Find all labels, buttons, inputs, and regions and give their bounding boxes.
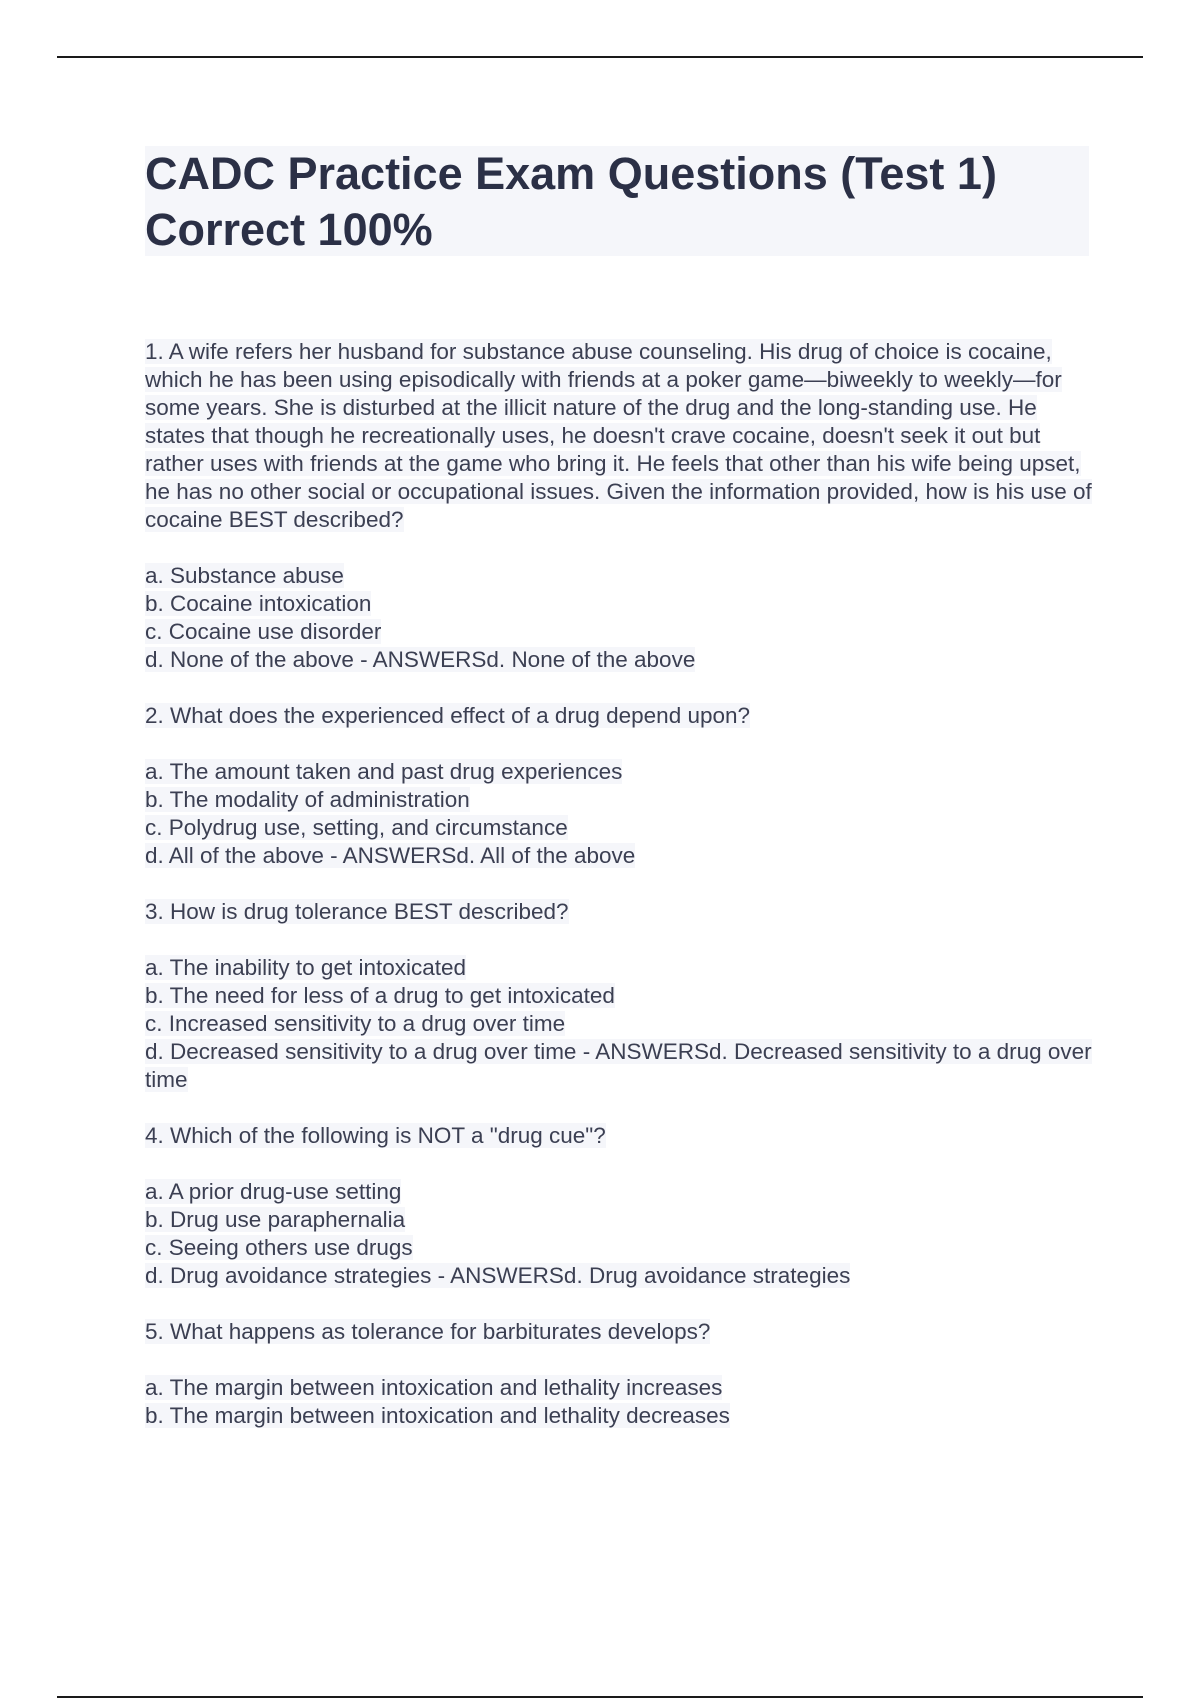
option: c. Increased sensitivity to a drug over time [145, 1011, 566, 1036]
option: b. The modality of administration [145, 787, 470, 812]
question-stem: 1. A wife refers her husband for substance abuse counseling. His drug of choice is cocaine, which he has been using episodically with friends at a poker game—biweekly to weekly—for some years. She is disturbed at the illicit nature of the drug and the long-standing use. He states that though he recreationally uses, he doesn't crave cocaine, doesn't seek it out but rather uses with friends at the game who bring it. He feels that other than his wife being upset, he has no other social or occupational issues. Given the information provided, how is his use of cocaine BEST described? [145, 339, 1092, 532]
option: a. Substance abuse [145, 563, 344, 588]
answer-options [145, 758, 1095, 870]
question-text [145, 1318, 1095, 1346]
title-block [145, 146, 1089, 256]
option: b. The need for less of a drug to get intoxicated [145, 983, 615, 1008]
question-text [145, 702, 1095, 730]
question-text [145, 898, 1095, 926]
option: a. The amount taken and past drug experiences [145, 759, 623, 784]
option: a. The inability to get intoxicated [145, 955, 467, 980]
question-3 [145, 898, 1095, 1094]
top-rule [57, 56, 1143, 58]
bottom-rule [57, 1696, 1143, 1698]
option: c. Polydrug use, setting, and circumstance [145, 815, 568, 840]
question-5 [145, 1318, 1095, 1430]
option: a. A prior drug-use setting [145, 1179, 402, 1204]
answer-options [145, 1178, 1095, 1290]
option: c. Cocaine use disorder [145, 619, 382, 644]
question-stem: 5. What happens as tolerance for barbiturates develops? [145, 1319, 711, 1344]
answer-options [145, 954, 1095, 1094]
option: b. Drug use paraphernalia [145, 1207, 406, 1232]
option: b. The margin between intoxication and lethality decreases [145, 1403, 730, 1428]
question-stem: 4. Which of the following is NOT a "drug cue"? [145, 1123, 606, 1148]
document-body [145, 338, 1095, 1458]
document-title: CADC Practice Exam Questions (Test 1) Correct 100% [145, 148, 997, 255]
question-2 [145, 702, 1095, 870]
option: c. Seeing others use drugs [145, 1235, 413, 1260]
question-4 [145, 1122, 1095, 1290]
answer-options [145, 1374, 1095, 1430]
question-text [145, 338, 1095, 534]
question-stem: 3. How is drug tolerance BEST described? [145, 899, 569, 924]
option-answer: d. Decreased sensitivity to a drug over time - ANSWERSd. Decreased sensitivity to a drug over time [145, 1039, 1092, 1092]
option-answer: d. Drug avoidance strategies - ANSWERSd. Drug avoidance strategies [145, 1263, 851, 1288]
option: b. Cocaine intoxication [145, 591, 372, 616]
question-stem: 2. What does the experienced effect of a drug depend upon? [145, 703, 751, 728]
option-answer: d. All of the above - ANSWERSd. All of the above [145, 843, 636, 868]
answer-options [145, 562, 1095, 674]
option: a. The margin between intoxication and lethality increases [145, 1375, 723, 1400]
question-1 [145, 338, 1095, 674]
question-text [145, 1122, 1095, 1150]
option-answer: d. None of the above - ANSWERSd. None of the above [145, 647, 696, 672]
